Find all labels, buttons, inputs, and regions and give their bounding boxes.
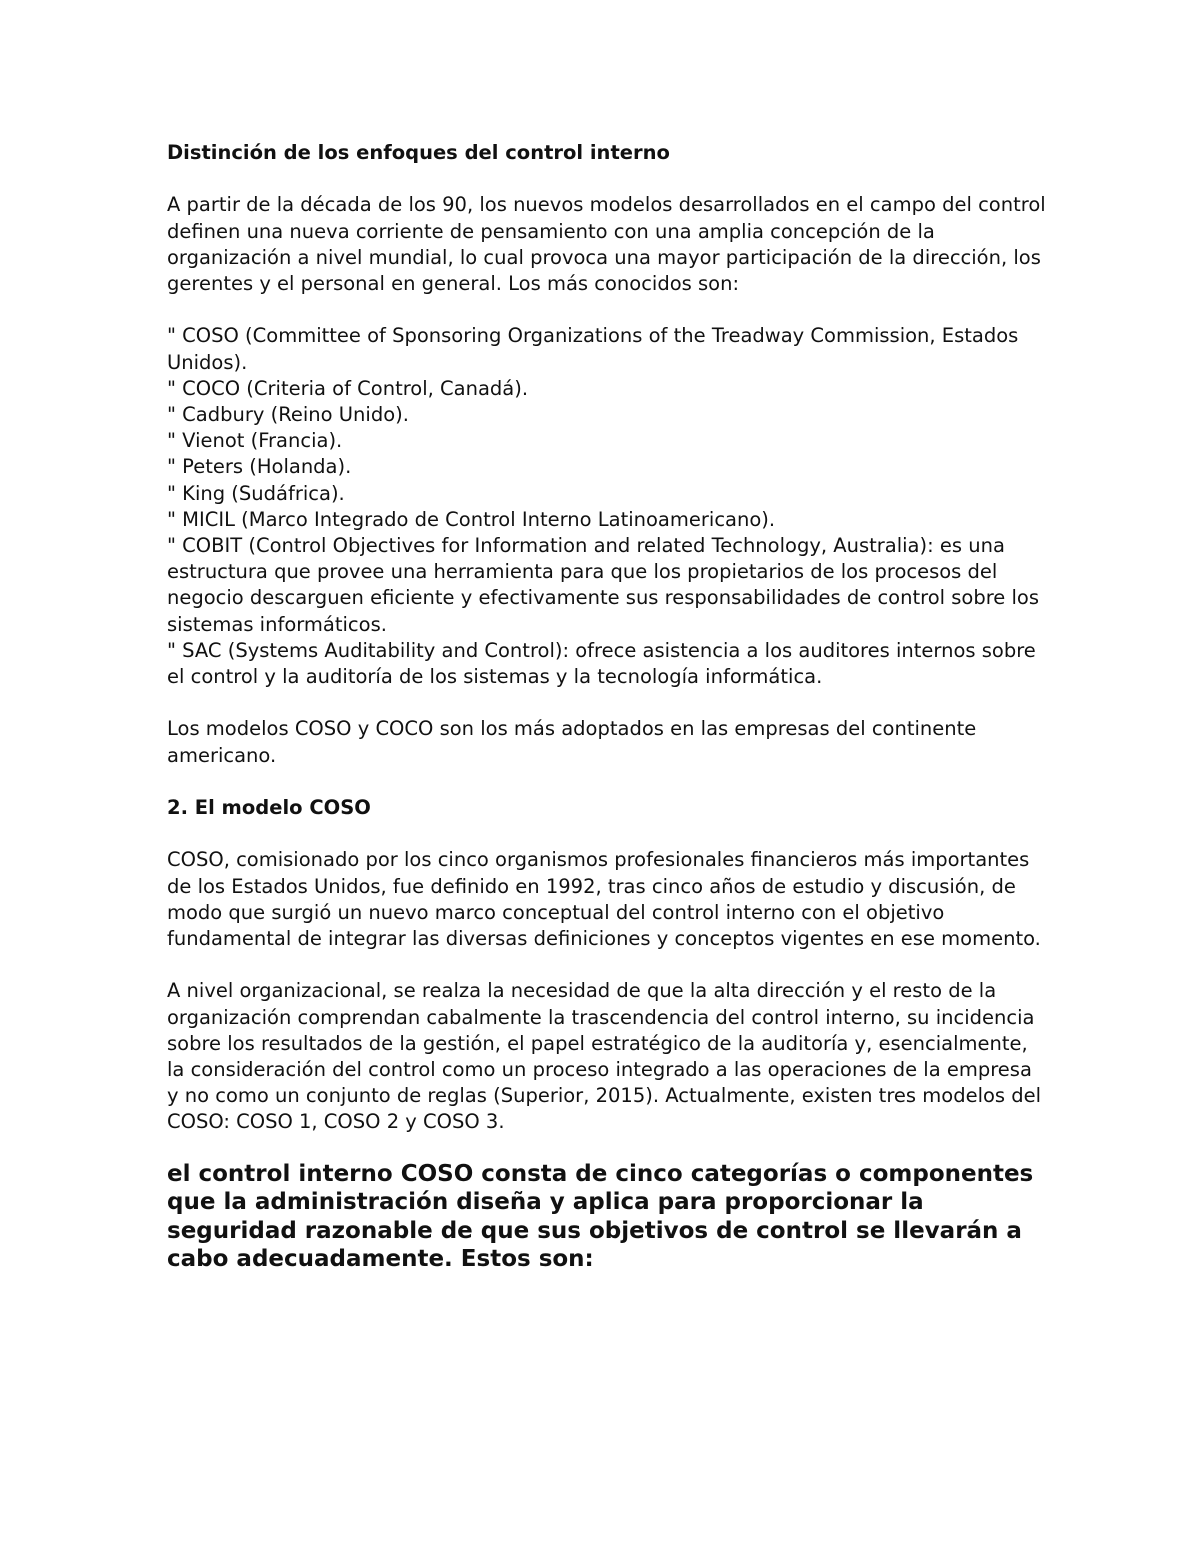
list-item-sac: " SAC (Systems Auditability and Control): ofrece asistencia a los auditores internos sobre el control y la auditoría de los sistemas y la tecnología informática. [167, 638, 1036, 689]
section-title-coso: 2. El modelo COSO [167, 796, 371, 820]
list-item-cadbury: " Cadbury (Reino Unido). [167, 403, 409, 426]
models-list [167, 323, 1047, 690]
coso-paragraph-2: A nivel organizacional, se realza la necesidad de que la alta dirección y el resto de la organización comprendan cabalmente la trascendencia del control interno, su incidencia sobre los resultados de la gestión, el papel estratégico de la auditoría y, esencialmente, la consideración del control como un proceso integrado a las operaciones de la empresa y no como un conjunto de reglas (Superior, 2015). Actualmente, existen tres modelos del COSO: COSO 1, COSO 2 y COSO 3. [167, 979, 1042, 1134]
list-item-micil: " MICIL (Marco Integrado de Control Interno Latinoamericano). [167, 507, 776, 531]
intro-paragraph: A partir de la década de los 90, los nuevos modelos desarrollados en el campo del control definen una nueva corriente de pensamiento con una amplia concepción de la organización a nivel mundial, lo cual provoca una mayor participación de la dirección, los gerentes y el personal en general. Los más conocidos son: [167, 193, 1046, 295]
spacer [167, 769, 1047, 795]
spacer [167, 690, 1047, 716]
section-title-enfoques: Distinción de los enfoques del control interno [167, 141, 670, 164]
list-item-king: " King (Sudáfrica). [167, 481, 345, 505]
closing-statement: el control interno COSO consta de cinco categorías o componentes que la administración diseña y aplica para proporcionar la seguridad razonable de que sus objetivos de control se llevarán a cabo adecuadamente. Estos son: [167, 1160, 1034, 1273]
list-item-coco: " COCO (Criteria of Control, Canadá). [167, 376, 529, 400]
list-item-cobit: " COBIT (Control Objectives for Information and related Technology, Australia): es una estructura que provee una herramienta para que los propietarios de los procesos del negocio descarguen eficiente y efectivamente sus responsabilidades de control sobre los sistemas informáticos. [167, 534, 1039, 636]
spacer [167, 952, 1047, 978]
spacer [167, 1136, 1047, 1160]
spacer [167, 297, 1047, 323]
spacer [167, 166, 1047, 192]
conclusion-paragraph: Los modelos COSO y COCO son los más adoptados en las empresas del continente americano. [167, 717, 977, 767]
list-item-peters: " Peters (Holanda). [167, 455, 352, 479]
spacer [167, 821, 1047, 847]
list-item-coso: " COSO (Committee of Sponsoring Organizations of the Treadway Commission, Estados Unidos). [167, 324, 1019, 374]
coso-paragraph-1: COSO, comisionado por los cinco organismos profesionales financieros más importantes de los Estados Unidos, fue definido en 1992, tras cinco años de estudio y discusión, de modo que surgió un nuevo marco conceptual del control interno con el objetivo fundamental de integrar las diversas definiciones y conceptos vigentes en ese momento. [167, 848, 1041, 951]
list-item-vienot: " Vienot (Francia). [167, 429, 343, 453]
document-page [167, 140, 1047, 1274]
